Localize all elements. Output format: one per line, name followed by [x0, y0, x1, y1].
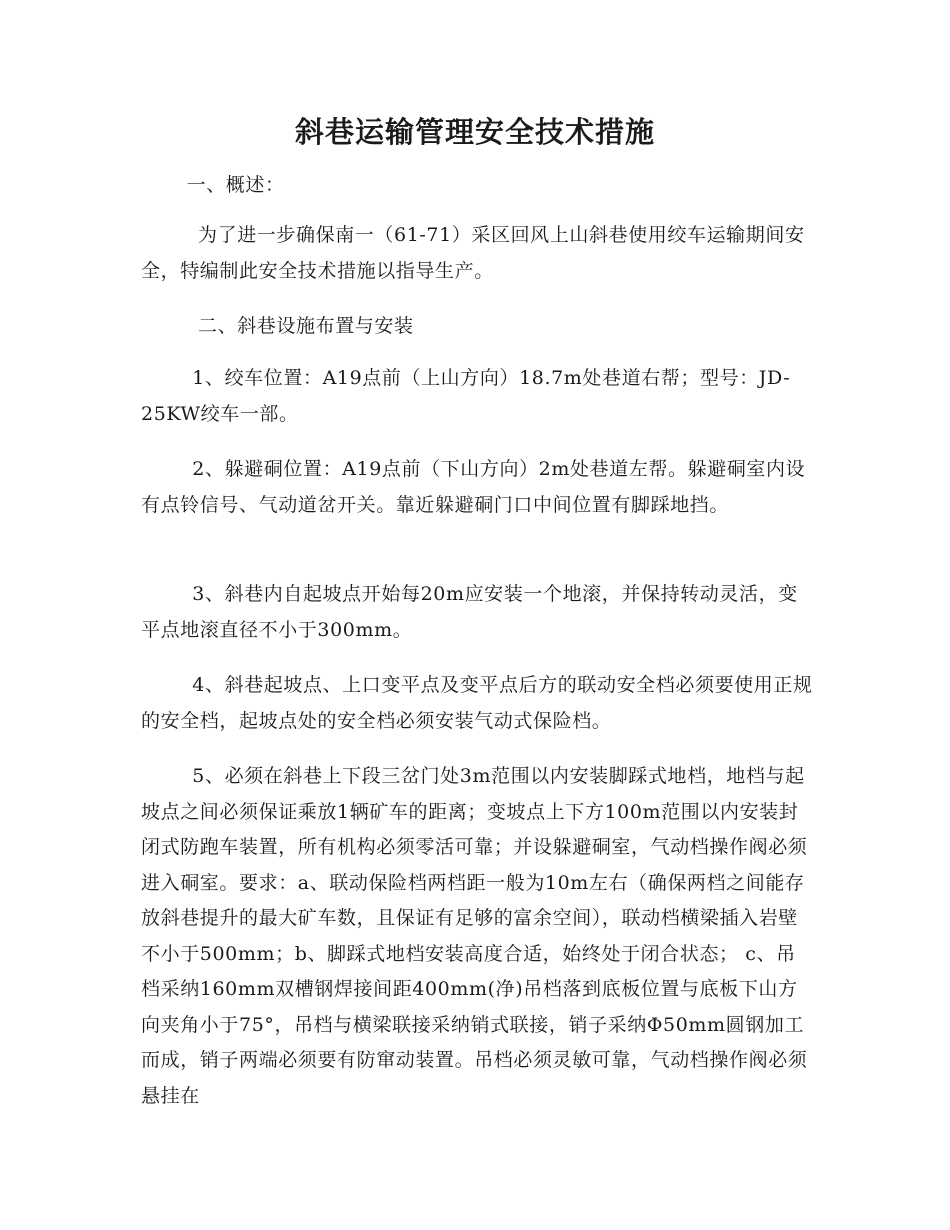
list-item: 1、绞车位置：A19点前（上山方向）18.7m处巷道右帮；型号：JD-25KW绞车一部。	[141, 367, 791, 425]
list-item: 3、斜巷内自起坡点开始每20m应安装一个地滚，并保持转动灵活，变平点地滚直径不小于300mm。	[141, 583, 798, 641]
list-item: 2、躲避硐位置：A19点前（下山方向）2m处巷道左帮。躲避硐室内设有点铃信号、气动道岔开关。靠近躲避硐门口中间位置有脚踩地挡。	[141, 458, 806, 516]
section-heading-facilities: 二、斜巷设施布置与安装	[198, 315, 414, 337]
document-title: 斜巷运输管理安全技术措施	[294, 115, 655, 149]
list-item: 4、斜巷起坡点、上口变平点及变平点后方的联动安全档必须要使用正规的安全档，起坡点处的安全档必须安装气动式保险档。	[141, 674, 813, 732]
section-heading-overview: 一、概述：	[186, 174, 285, 196]
list-item: 5、必须在斜巷上下段三岔门处3m范围以内安装脚踩式地档，地档与起坡点之间必须保证乘放1辆矿车的距离；变坡点上下方100m范围以内安装封闭式防跑车装置，所有机构必须零活可靠；并设躲避硐室，气动档操作阀必须进入硐室。要求：a、联动保险档两档距一般为10m左右（确保两档之间能存放斜巷提升的最大矿车数，且保证有足够的富余空间），联动档横梁插入岩壁不小于500mm；b、脚踩式地档安装高度合适，始终处于闭合状态； c、吊档采纳160mm双槽钢焊接间距400mm(净)吊档落到底板位置与底板下山方向夹角小于75°，吊档与横梁联接采纳销式联接，销子采纳Φ50mm圆钢加工而成，销子两端必须要有防窜动装置。吊档必须灵敏可靠，气动档操作阀必须悬挂在	[141, 765, 808, 1107]
paragraph-overview: 为了进一步确保南一（61-71）采区回风上山斜巷使用绞车运输期间安全，特编制此安全技术措施以指导生产。	[141, 224, 805, 282]
